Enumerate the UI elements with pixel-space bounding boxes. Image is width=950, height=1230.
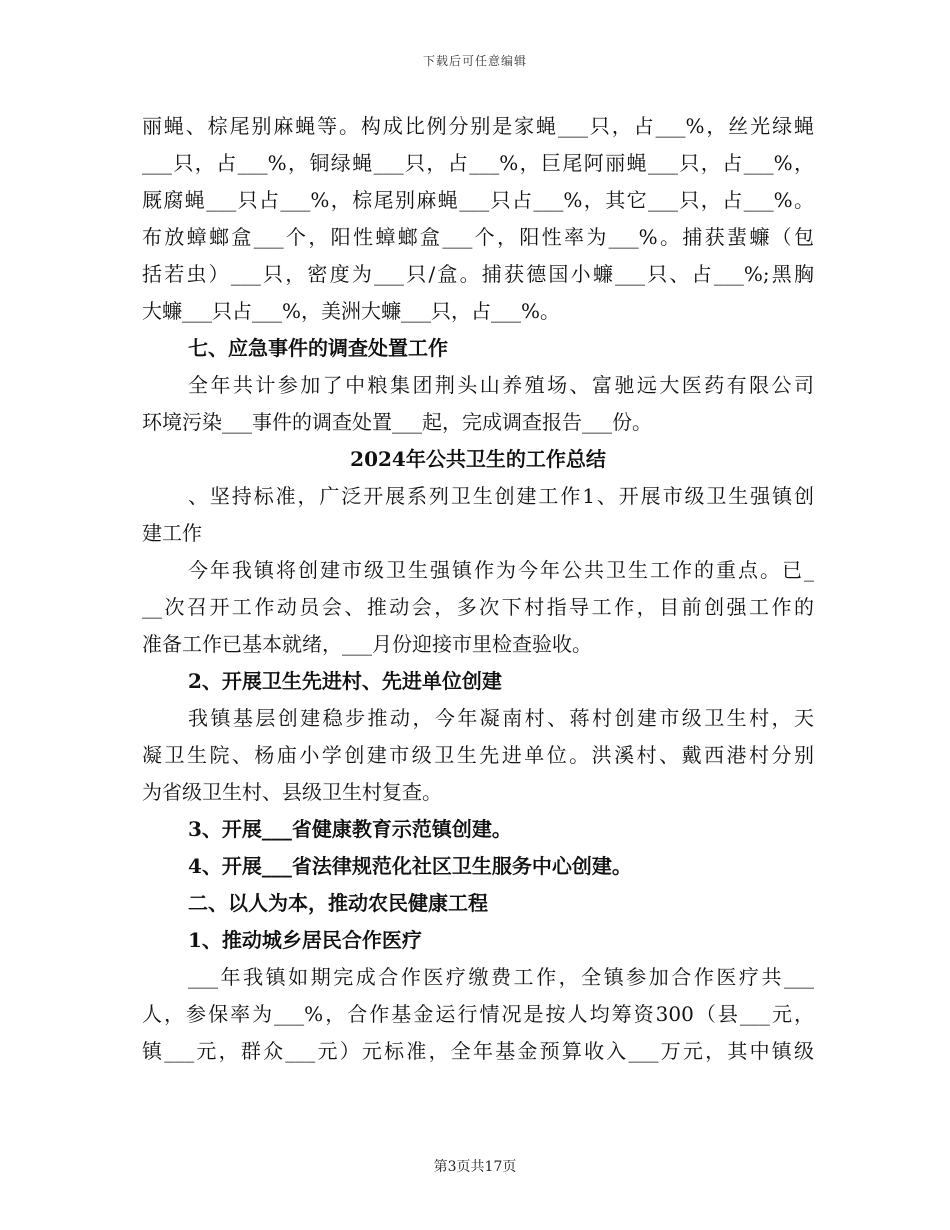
document-title: 2024年公共卫生的工作总结	[350, 447, 606, 471]
paragraph-line: 镇___元，群众___元）元标准，全年基金预算收入___万元，其中镇级	[142, 1039, 814, 1063]
paragraph-line: 、坚持标准，广泛开展系列卫生创建工作1、开展市级卫生强镇创	[188, 484, 814, 508]
paragraph-line: 今年我镇将创建市级卫生强镇作为今年公共卫生工作的重点。已_	[188, 558, 814, 582]
paragraph-line: 准备工作已基本就绪，___月份迎接市里检查验收。	[142, 632, 592, 656]
paragraph-line: 丽蝇、棕尾别麻蝇等。构成比例分别是家蝇___只，占___%，丝光绿蝇	[142, 114, 814, 138]
paragraph-line: 凝卫生院、杨庙小学创建市级卫生先进单位。洪溪村、戴西港村分别	[142, 743, 814, 767]
document-body	[142, 108, 814, 1070]
section-heading: 1、推动城乡居民合作医疗	[188, 928, 422, 952]
paragraph-line: __次召开工作动员会、推动会，多次下村指导工作，目前创强工作的	[142, 595, 814, 619]
paragraph-line: 我镇基层创建稳步推动，今年凝南村、蒋村创建市级卫生村，天	[188, 706, 814, 730]
section-heading: 2、开展卫生先进村、先进单位创建	[188, 669, 502, 693]
paragraph-line: ___年我镇如期完成合作医疗缴费工作，全镇参加合作医疗共___	[188, 965, 814, 989]
section-heading: 3、开展___省健康教育示范镇创建。	[188, 817, 512, 841]
section-heading: 七、应急事件的调查处置工作	[188, 336, 448, 360]
paragraph-line: 布放蟑螂盒___个，阳性蟑螂盒___个，阳性率为___%。捕获蜚蠊（包	[142, 225, 814, 249]
paragraph-line: 为省级卫生村、县级卫生村复查。	[142, 780, 442, 804]
paragraph-line: 建工作	[142, 521, 202, 545]
paragraph-line: ___只，占___%，铜绿蝇___只，占___%，巨尾阿丽蝇___只，占___%，	[142, 151, 814, 175]
paragraph-line: 人，参保率为___%，合作基金运行情况是按人均筹资300（县___元，	[142, 1002, 814, 1026]
paragraph-line: 大蠊___只占___%，美洲大蠊___只，占___%。	[142, 299, 561, 323]
paragraph-line: 括若虫）___只，密度为___只/盒。捕获德国小蠊___只、占___%;黑胸	[142, 262, 814, 286]
section-heading: 4、开展___省法律规范化社区卫生服务中心创建。	[188, 854, 632, 878]
section-heading: 二、以人为本，推动农民健康工程	[188, 891, 488, 915]
page-footer: 第3页共17页	[433, 1159, 517, 1175]
page-header: 下载后可任意编辑	[422, 54, 527, 68]
paragraph-line: 厩腐蝇___只占___%，棕尾别麻蝇___只占___%，其它___只，占___%。	[142, 188, 814, 212]
paragraph-line: 全年共计参加了中粮集团荆头山养殖场、富驰远大医药有限公司	[188, 373, 814, 397]
paragraph-line: 环境污染___事件的调查处置___起，完成调查报告___份。	[142, 410, 652, 434]
